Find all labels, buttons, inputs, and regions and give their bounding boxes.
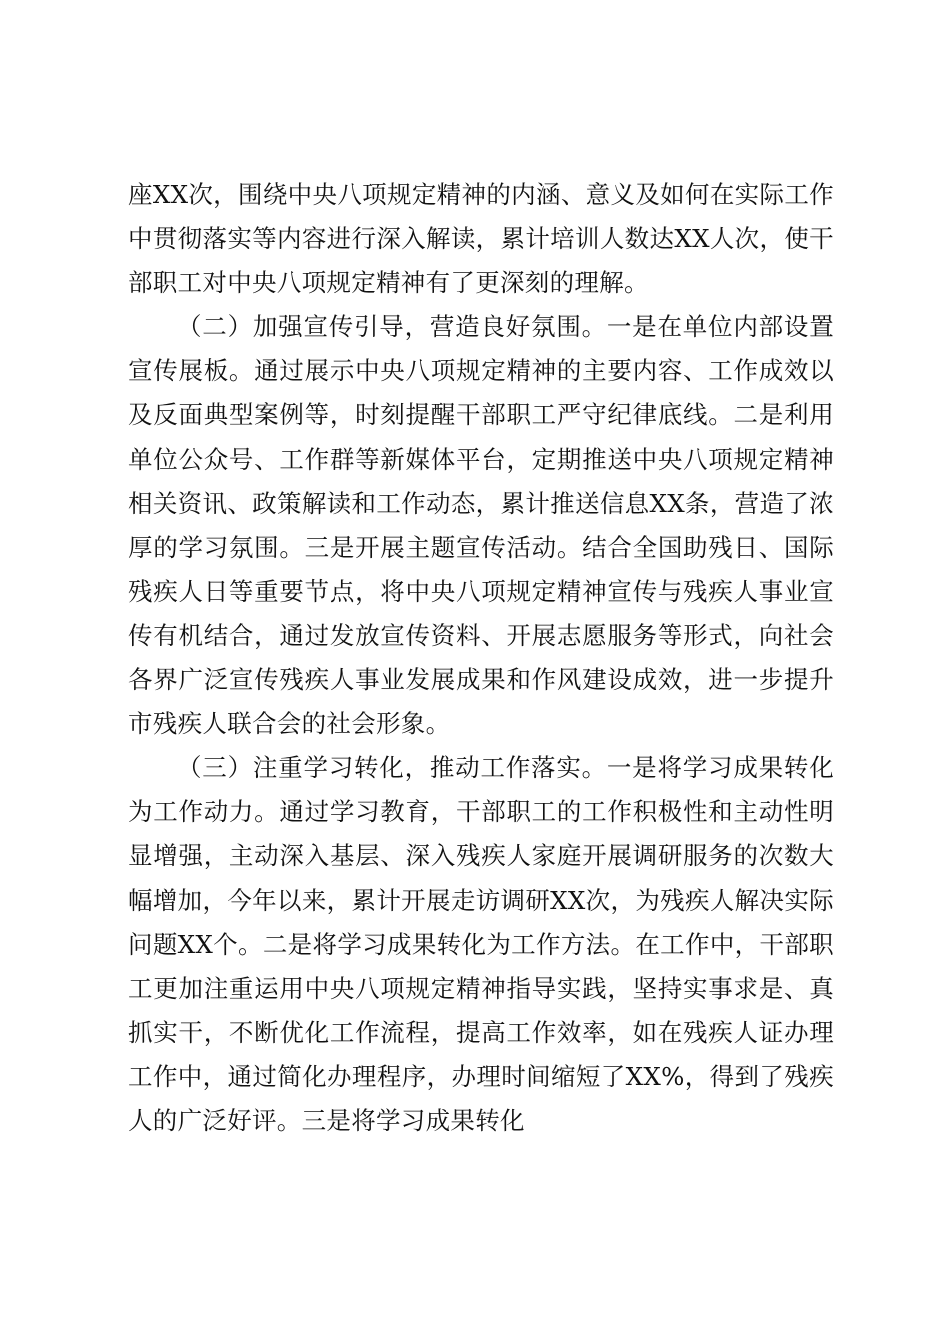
paragraph-publicity-guidance: （二）加强宣传引导，营造良好氛围。一是在单位内部设置宣传展板。通过展示中央八项规定精神的主要内容、工作成效以及反面典型案例等，时刻提醒干部职工严守纪律底线。二是利用单位公众号、工作群等新媒体平台，定期推送中央八项规定精神相关资讯、政策解读和工作动态，累计推送信息XX条，营造了浓厚的学习氛围。三是开展主题宣传活动。结合全国助残日、国际残疾人日等重要节点，将中央八项规定精神宣传与残疾人事业宣传有机结合，通过发放宣传资料、开展志愿服务等形式，向社会各界广泛宣传残疾人事业发展成果和作风建设成效，进一步提升市残疾人联合会的社会形象。 [128,312,834,739]
paragraph-learning-transformation: （三）注重学习转化，推动工作落实。一是将学习成果转化为工作动力。通过学习教育，干部职工的工作积极性和主动性明显增强，主动深入基层、深入残疾人家庭开展调研服务的次数大幅增加，今年以来，累计开展走访调研XX次，为残疾人解决实际问题XX个。二是将学习成果转化为工作方法。在工作中，干部职工更加注重运用中央八项规定精神指导实践，坚持实事求是、真抓实干，不断优化工作流程，提高工作效率，如在残疾人证办理工作中，通过简化办理程序，办理时间缩短了XX%，得到了残疾人的广泛好评。三是将学习成果转化 [128,753,834,1135]
paragraph-training-summary: 座XX次，围绕中央八项规定精神的内涵、意义及如何在实际工作中贯彻落实等内容进行深入解读，累计培训人数达XX人次，使干部职工对中央八项规定精神有了更深刻的理解。 [128,180,834,298]
document-body [128,173,834,1143]
